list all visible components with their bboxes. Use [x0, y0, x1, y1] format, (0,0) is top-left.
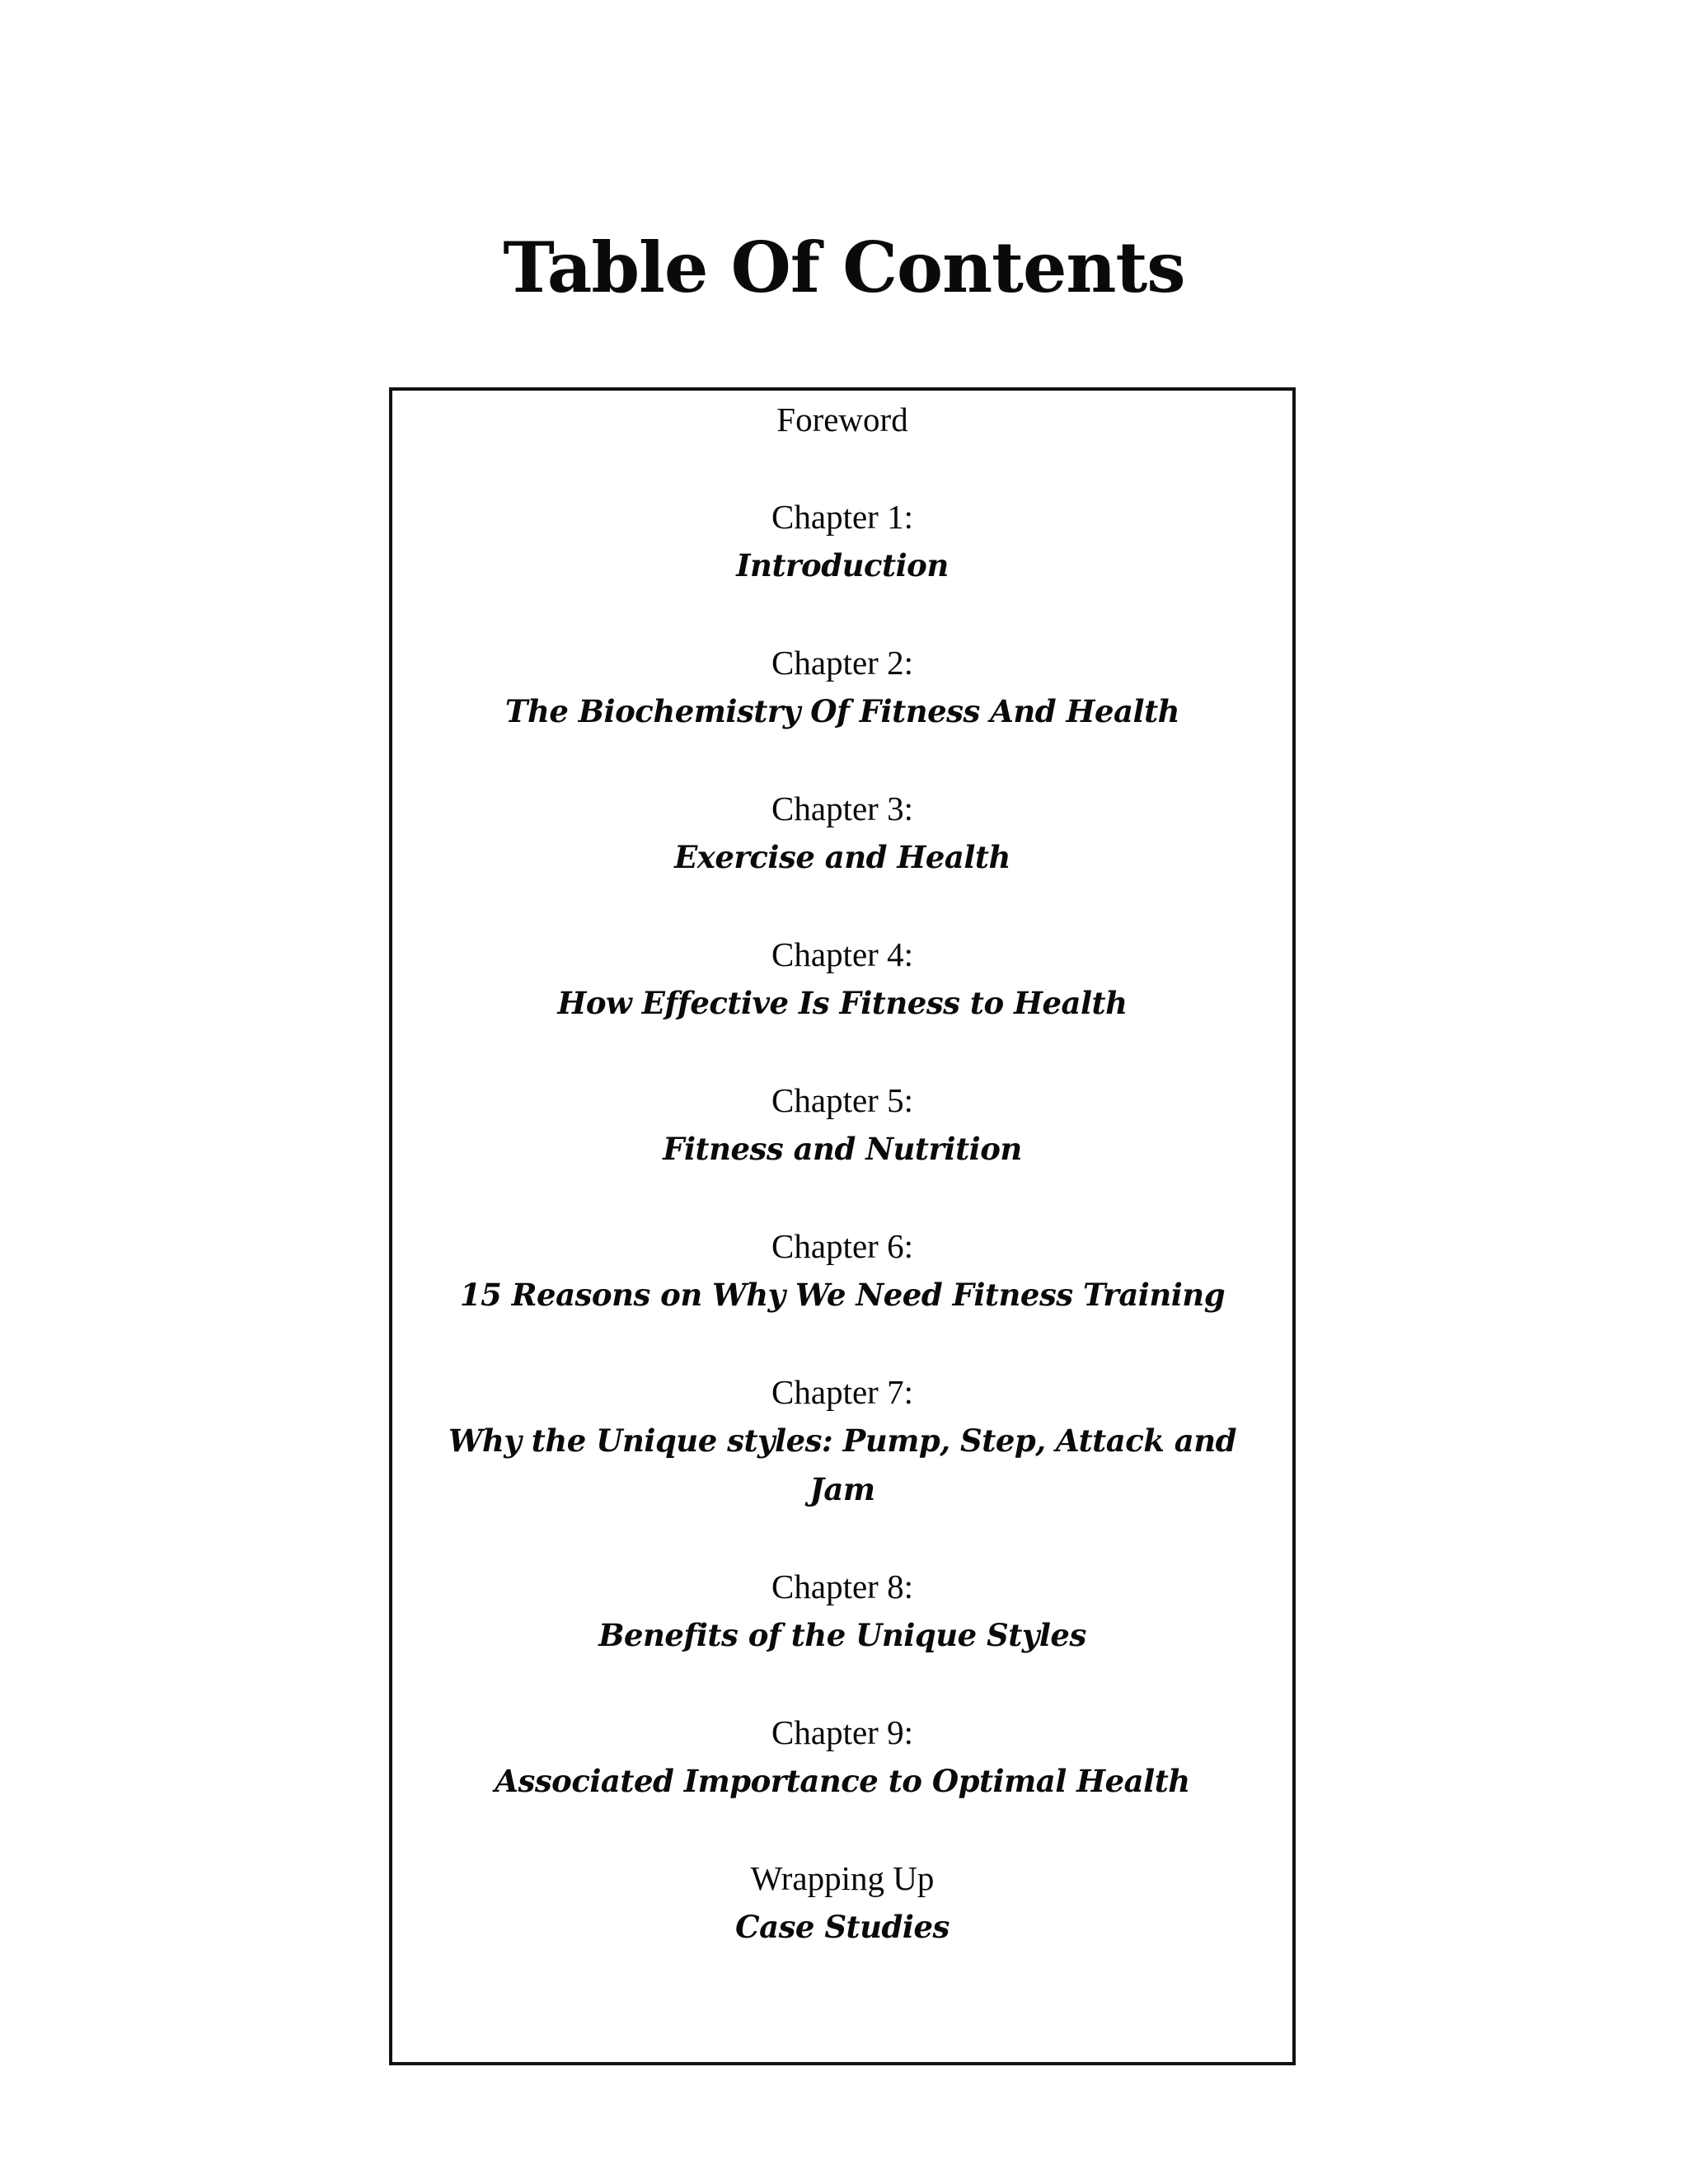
toc-entry-label: Chapter 3: [771, 790, 913, 827]
toc-entry-chapter-7 [392, 1368, 1292, 1514]
toc-entry-heading: Fitness and Nutrition [663, 1131, 1022, 1167]
toc-entry-wrapping-up [392, 1854, 1292, 1952]
page-title: Table Of Contents [503, 227, 1185, 308]
toc-entry-label: Chapter 4: [771, 935, 913, 973]
toc-entry-chapter-9 [392, 1708, 1292, 1806]
toc-entry-chapter-3 [392, 785, 1292, 882]
toc-entry-chapter-5 [392, 1076, 1292, 1174]
toc-entry-label: Foreword [776, 401, 908, 438]
toc-entry-heading: Benefits of the Unique Styles [598, 1617, 1086, 1653]
toc-entry-label: Wrapping Up [750, 1859, 935, 1897]
toc-list [392, 391, 1292, 2000]
toc-entry-chapter-2 [392, 639, 1292, 736]
toc-entry-heading: The Biochemistry Of Fitness And Health [504, 693, 1180, 729]
toc-entry-heading: Associated Importance to Optimal Health [495, 1763, 1190, 1799]
toc-entry-chapter-8 [392, 1563, 1292, 1660]
toc-entry-heading: How Effective Is Fitness to Health [557, 985, 1128, 1021]
toc-entry-chapter-6 [392, 1222, 1292, 1319]
toc-entry-label: Chapter 5: [771, 1081, 913, 1119]
toc-entry-chapter-4 [392, 930, 1292, 1028]
toc-entry-heading: Exercise and Health [674, 839, 1010, 875]
toc-entry-label: Chapter 2: [771, 644, 913, 682]
toc-entry-label: Chapter 9: [771, 1713, 913, 1751]
table-of-contents-box [389, 387, 1296, 2065]
toc-entry-label: Chapter 6: [771, 1227, 913, 1265]
toc-entry-label: Chapter 1: [771, 498, 913, 536]
toc-entry-heading: Case Studies [735, 1909, 950, 1945]
toc-entry-label: Chapter 8: [771, 1568, 913, 1605]
toc-entry-heading: Introduction [736, 547, 949, 583]
toc-entry-chapter-1 [392, 493, 1292, 590]
toc-entry-heading: 15 Reasons on Why We Need Fitness Training [459, 1277, 1226, 1313]
toc-entry-foreword [392, 396, 1292, 444]
toc-entry-heading: Why the Unique styles: Pump, Step, Attack and Jam [448, 1422, 1237, 1507]
toc-entry-label: Chapter 7: [771, 1373, 913, 1411]
